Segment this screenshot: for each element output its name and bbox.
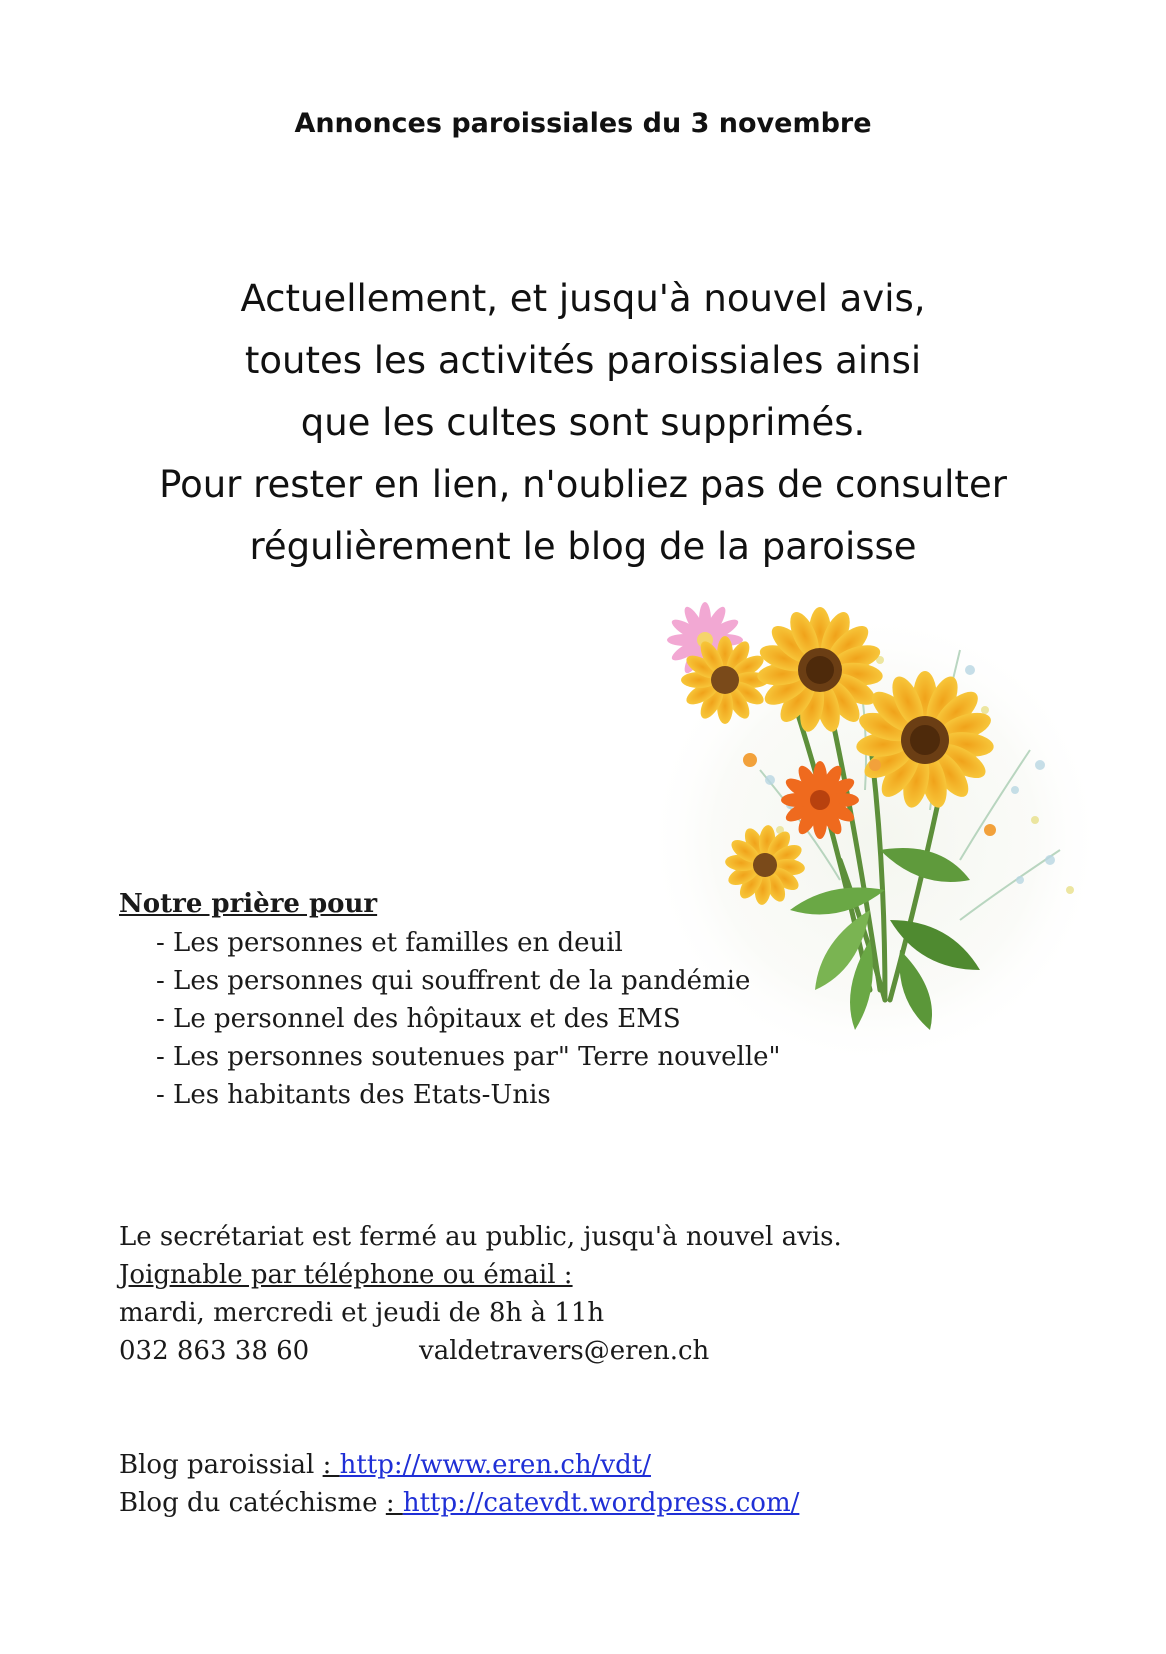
parish-blog-separator: :: [322, 1450, 340, 1480]
notice-line-2: toutes les activités paroissiales ainsi: [244, 339, 922, 382]
parish-blog-line: [119, 1446, 799, 1484]
notice-line-4: Pour rester en lien, n'oubliez pas de consulter: [159, 463, 1007, 506]
list-item: - Le personnel des hôpitaux et des EMS: [156, 1004, 681, 1034]
catechism-blog-line: [119, 1484, 799, 1522]
list-item: - Les personnes soutenues par" Terre nouvelle": [156, 1042, 781, 1072]
prayer-heading: Notre prière pour: [119, 889, 378, 919]
parish-blog-link[interactable]: http://www.eren.ch/vdt/: [339, 1450, 651, 1480]
secretariat-hours: mardi, mercredi et jeudi de 8h à 11h: [119, 1298, 605, 1328]
secretariat-contact: [119, 1332, 842, 1370]
secretariat-section: [119, 1218, 842, 1370]
notice-line-3: que les cultes sont supprimés.: [300, 401, 866, 444]
list-item: - Les personnes qui souffrent de la pandémie: [156, 966, 751, 996]
closure-notice: [0, 268, 1166, 578]
secretariat-reachable-label: Joignable par téléphone ou émail :: [119, 1260, 573, 1290]
catechism-blog-label: Blog du catéchisme: [119, 1488, 386, 1518]
parish-blog-label: Blog paroissial: [119, 1450, 323, 1480]
prayer-list: [119, 924, 781, 1114]
notice-line-1: Actuellement, et jusqu'à nouvel avis,: [240, 277, 926, 320]
blogs-section: [119, 1446, 799, 1522]
list-item: - Les habitants des Etats-Unis: [156, 1080, 551, 1110]
phone-number[interactable]: 032 863 38 60: [119, 1336, 310, 1366]
prayer-section: [119, 884, 781, 1114]
notice-line-5: régulièrement le blog de la paroisse: [249, 525, 917, 568]
catechism-blog-link[interactable]: http://catevdt.wordpress.com/: [402, 1488, 800, 1518]
email-address[interactable]: valdetravers@eren.ch: [419, 1336, 710, 1366]
secretariat-closed-text: Le secrétariat est fermé au public, jusqu'à nouvel avis.: [119, 1222, 842, 1252]
list-item: - Les personnes et familles en deuil: [156, 928, 623, 958]
page-title: Annonces paroissiales du 3 novembre: [294, 108, 872, 139]
catechism-blog-separator: :: [385, 1488, 403, 1518]
